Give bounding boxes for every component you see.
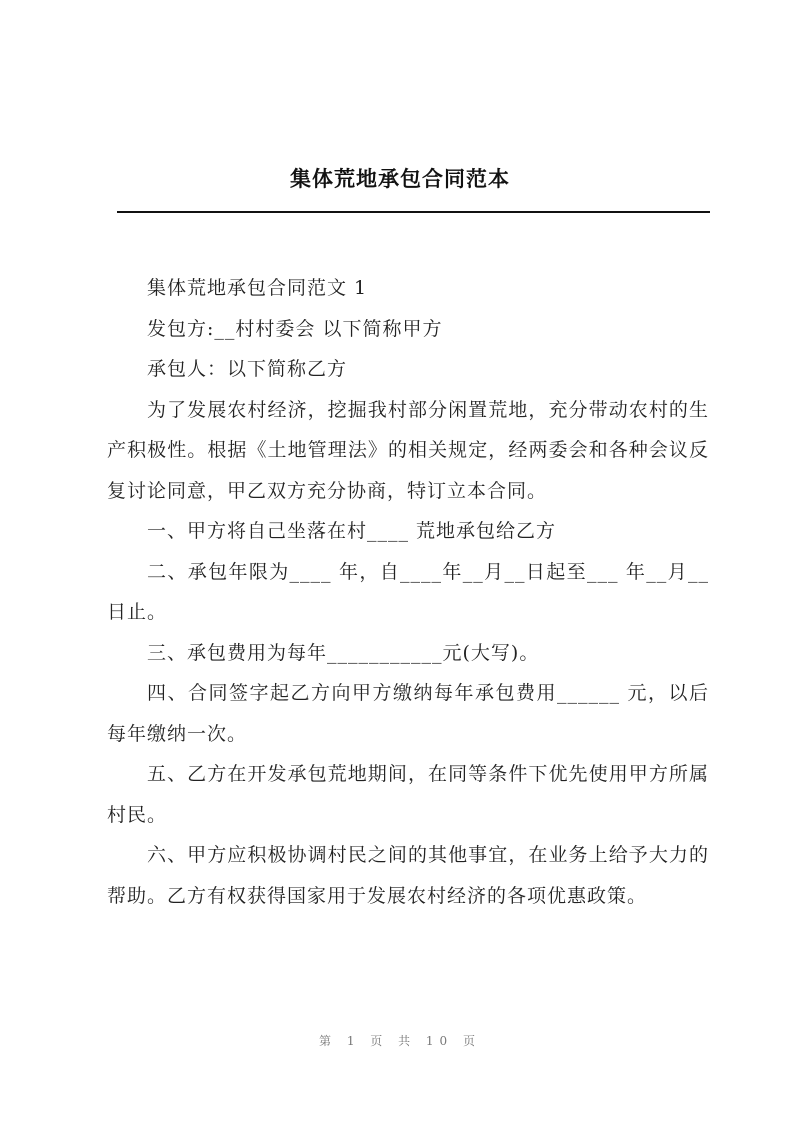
paragraph-preamble: 为了发展农村经济，挖掘我村部分闲置荒地，充分带动农村的生产积极性。根据《土地管理法》的相关规定，经两委会和各种会议反复讨论同意，甲乙双方充分协商，特订立本合同。 xyxy=(107,398,709,502)
paragraph-clause-1: 一、甲方将自己坐落在村____ 荒地承包给乙方 xyxy=(147,520,557,542)
paragraph-clause-6: 六、甲方应积极协调村民之间的其他事宜，在业务上给予大力的帮助。乙方有权获得国家用于发展农村经济的各项优惠政策。 xyxy=(107,844,709,907)
paragraph-contractee: 承包人：以下简称乙方 xyxy=(147,358,348,380)
paragraph-clause-3: 三、承包费用为每年___________元(大写)。 xyxy=(147,641,540,664)
paragraph-clause-2: 二、承包年限为____ 年，自____年__月__日起至___ 年__月__日止。 xyxy=(107,560,709,623)
paragraph-clause-5: 五、乙方在开发承包荒地期间，在同等条件下优先使用甲方所属村民。 xyxy=(107,763,709,826)
paragraph-contractor: 发包方:__村村委会 以下简称甲方 xyxy=(147,317,443,340)
page-title: 集体荒地承包合同范本 xyxy=(290,167,510,191)
page-number-footer: 第 1 页 共 10 页 xyxy=(319,1034,481,1048)
document-body xyxy=(107,268,709,916)
paragraph-clause-4: 四、合同签字起乙方向甲方缴纳每年承包费用______ 元，以后每年缴纳一次。 xyxy=(107,682,709,745)
title-divider xyxy=(117,211,710,213)
paragraph-heading: 集体荒地承包合同范文 1 xyxy=(147,277,368,299)
